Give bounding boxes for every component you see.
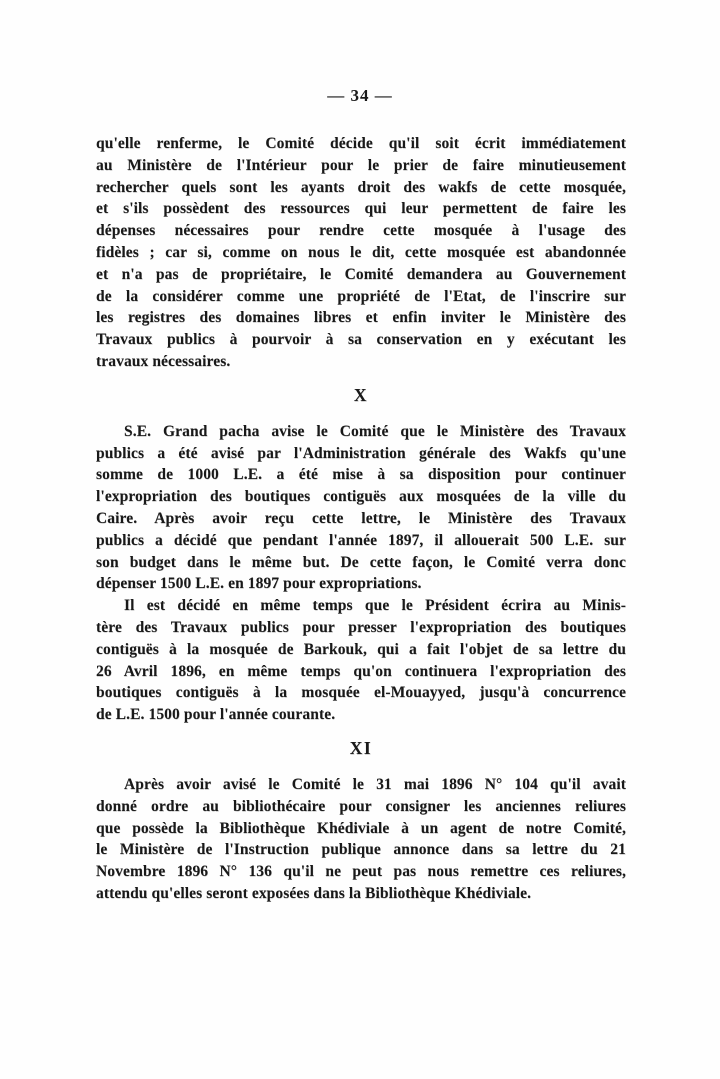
paragraph bbox=[96, 421, 626, 595]
text-line: le Ministère de l'Instruction publique annonce dans sa lettre du 21 bbox=[96, 841, 626, 859]
section-heading: XI bbox=[349, 737, 373, 758]
text-line: Travaux publics à pourvoir à sa conservation en y exécutant les bbox=[96, 331, 626, 349]
text-line: Il est décidé en même temps que le Président écrira au Minis- bbox=[124, 597, 626, 615]
text-line: et n'a pas de propriétaire, le Comité demandera au Gouvernement bbox=[96, 265, 626, 283]
text-line: dépenses nécessaires pour rendre cette mosquée à l'usage des bbox=[96, 222, 626, 240]
text-line: 26 Avril 1896, en même temps qu'on continuera l'expropriation des bbox=[96, 662, 626, 680]
text-line: l'expropriation des boutiques contiguës aux mosquées de la ville du bbox=[96, 488, 626, 506]
paragraph bbox=[96, 595, 626, 726]
paragraph bbox=[96, 774, 626, 905]
text-line: boutiques contiguës à la mosquée el-Mouayyed, jusqu'à concurrence bbox=[96, 684, 626, 702]
text-line: et s'ils possèdent des ressources qui leur permettent de faire les bbox=[96, 200, 626, 218]
text-line: son budget dans le même but. De cette façon, le Comité verra donc bbox=[96, 553, 626, 571]
text-line: travaux nécessaires. bbox=[96, 352, 231, 370]
text-line: qu'elle renferme, le Comité décide qu'il soit écrit immédiatement bbox=[96, 135, 626, 152]
text-line: tère des Travaux publics pour presser l'expropriation des boutiques bbox=[96, 618, 626, 636]
text-line: S.E. Grand pacha avise le Comité que le Ministère des Travaux bbox=[124, 422, 626, 440]
text-line: de la considérer comme une propriété de l'Etat, de l'inscrire sur bbox=[96, 287, 626, 305]
text-line: fidèles ; car si, comme on nous le dit, cette mosquée est abandonnée bbox=[96, 243, 626, 261]
paragraph bbox=[96, 133, 626, 373]
text-line: donné ordre au bibliothécaire pour consigner les anciennes reliures bbox=[96, 797, 626, 815]
section-heading: X bbox=[353, 384, 369, 405]
text-line: Caire. Après avoir reçu cette lettre, le Ministère des Travaux bbox=[96, 509, 626, 527]
text-line: dépenser 1500 L.E. en 1897 pour expropriations. bbox=[96, 575, 422, 593]
page-number: — 34 — bbox=[327, 86, 393, 105]
text-line: rechercher quels sont les ayants droit des wakfs de cette mosquée, bbox=[96, 178, 626, 196]
text-line: somme de 1000 L.E. a été mise à sa disposition pour continuer bbox=[96, 466, 626, 484]
text-line: Après avoir avisé le Comité le 31 mai 1896 N° 104 qu'il avait bbox=[124, 775, 626, 793]
text-line: que possède la Bibliothèque Khédiviale à un agent de notre Comité, bbox=[96, 819, 626, 837]
text-line: publics a décidé que pendant l'année 1897, il allouerait 500 L.E. sur bbox=[96, 531, 626, 549]
text-line: au Ministère de l'Intérieur pour le prier de faire minutieusement bbox=[96, 156, 626, 174]
page-content bbox=[96, 133, 626, 905]
text-line: attendu qu'elles seront exposées dans la Bibliothèque Khédiviale. bbox=[96, 884, 532, 902]
text-line: publics a été avisé par l'Administration générale des Wakfs qu'une bbox=[96, 444, 626, 462]
text-line: les registres des domaines libres et enfin inviter le Ministère des bbox=[96, 309, 626, 327]
text-line: de L.E. 1500 pour l'année courante. bbox=[96, 706, 336, 724]
text-line: contiguës à la mosquée de Barkouk, qui a fait l'objet de sa lettre du bbox=[96, 640, 626, 658]
text-line: Novembre 1896 N° 136 qu'il ne peut pas nous remettre ces reliures, bbox=[96, 863, 626, 881]
